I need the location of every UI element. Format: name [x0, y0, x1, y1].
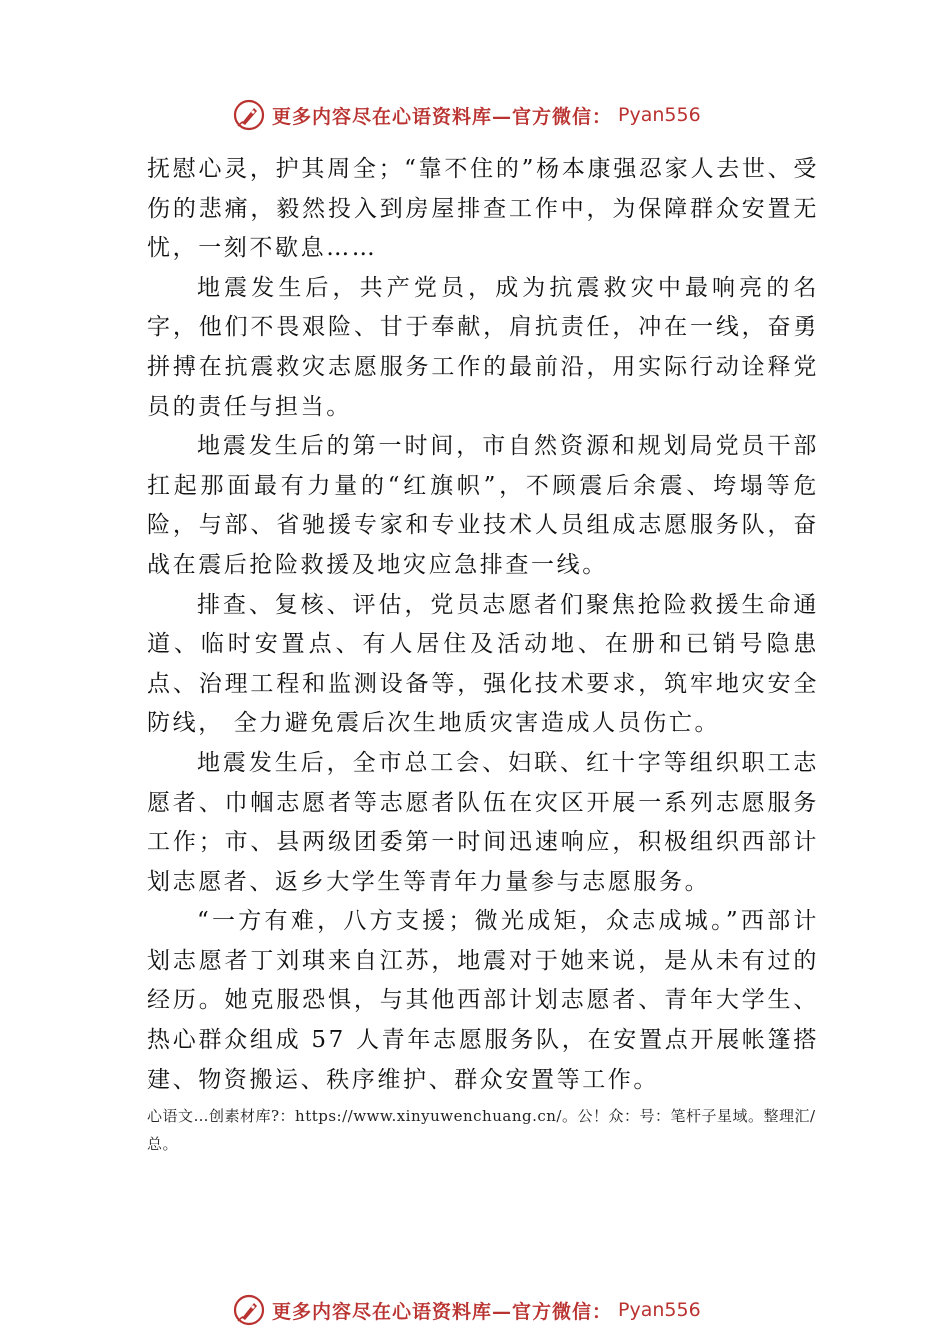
- footer-text: 更多内容尽在心语资料库—官方微信：: [272, 1300, 613, 1323]
- pen-nib-logo-icon: [232, 98, 266, 132]
- paragraph-6: “一方有难，八方支援；微光成矩，众志成城。”西部计划志愿者丁刘琪来自江苏，地震对于她来说，是从未有过的经历。她克服恐惧，与其他西部计划志愿者、青年大学生、 热心群众组成 57 人青年志愿服务队，在安置点开展帐篷搭建、物资搬运、秩序维护、群众安置等工作。: [147, 908, 819, 1093]
- footer-banner: [232, 1290, 701, 1330]
- header-text: 更多内容尽在心语资料库—官方微信：: [272, 105, 613, 128]
- pen-nib-logo-icon: [232, 1293, 266, 1327]
- source-footnote: 心语文…创素材库?：https://www.xinyuwenchuang.cn/。公！众：号：笔杆子星域。整理汇/总。: [147, 1107, 816, 1153]
- header-wechat-id: Pyan556: [618, 104, 701, 126]
- paragraph-4: 排查、复核、评估，党员志愿者们聚焦抢险救援生命通道、临时安置点、有人居住及活动地、在册和已销号隐患点、治理工程和监测设备等，强化技术要求，筑牢地灾安全防线， 全力避免震后次生地质灾害造成人员伤亡。: [147, 591, 819, 737]
- paragraph-5: 地震发生后，全市总工会、妇联、红十字等组织职工志愿者、巾帼志愿者等志愿者队伍在灾区开展一系列志愿服务工作；市、县两级团委第一时间迅速响应，积极组织西部计划志愿者、返乡大学生等青年力量参与志愿服务。: [147, 749, 819, 895]
- paragraph-2: 地震发生后，共产党员，成为抗震救灾中最响亮的名字，他们不畏艰险、甘于奉献，肩抗责任，冲在一线，奋勇拼搏在抗震救灾志愿服务工作的最前沿，用实际行动诠释党员的责任与担当。: [147, 274, 819, 420]
- header-banner: [232, 95, 701, 135]
- paragraph-1: 抚慰心灵，护其周全；“靠不住的”杨本康强忍家人去世、受伤的悲痛，毅然投入到房屋排查工作中，为保障群众安置无忧，一刻不歇息……: [147, 156, 819, 262]
- footer-wechat-id: Pyan556: [618, 1299, 701, 1321]
- paragraph-3: 地震发生后的第一时间，市自然资源和规划局党员干部扛起那面最有力量的“红旗帜”，不顾震后余震、垮塌等危险，与部、省驰援专家和专业技术人员组成志愿服务队，奋战在震后抢险救援及地灾应急排查一线。: [147, 433, 819, 578]
- document-body: [147, 150, 819, 1100]
